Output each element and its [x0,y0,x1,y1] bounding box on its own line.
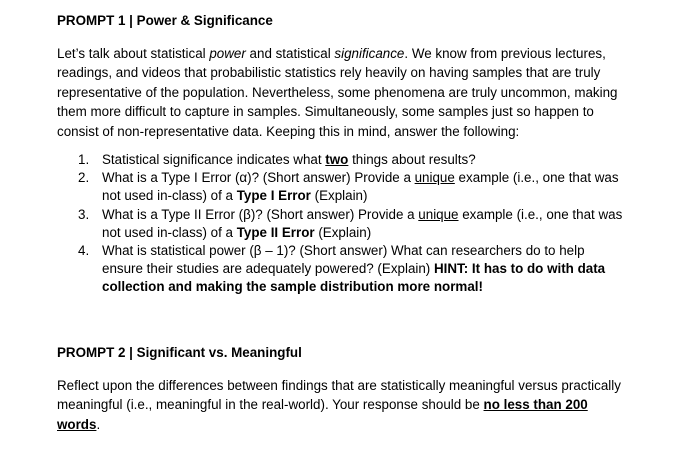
emphasis-words: words [57,416,97,432]
prompt-2-body [57,376,657,434]
question-text: not used in-class) of a [102,188,237,204]
body-text: meaningful (i.e., meaningful in the real-world). Your response should be [57,397,484,413]
question-text: ensure their studies are adequately powered? (Explain) [102,261,434,277]
intro-text: Let’s talk about statistical [57,46,210,61]
intro-line-3: representative of the population. Nevertheless, some phenomena are truly uncommon, making [57,84,618,100]
question-text: things about results? [348,152,476,167]
question-1-line-1 [102,151,658,169]
intro-line-2: readings, and videos that probabilistic statistics rely heavily on having samples that are truly [57,65,601,81]
body-text: . [96,416,101,432]
prompt-2-line-2 [57,395,657,414]
intro-emphasis-power: power [209,46,246,61]
emphasis-type-2-error: Type II Error [236,224,315,240]
question-4-line-3: collection and making the sample distribution more normal! [102,279,483,295]
question-text: What is a Type I Error (α)? (Short answer) Provide a [102,170,415,186]
question-text: not used in-class) of a [102,224,237,240]
question-3-line-2 [102,224,658,242]
intro-line-1 [57,44,657,63]
question-4-line-2 [102,260,658,278]
question-list [78,151,658,297]
question-item-1 [78,151,658,169]
prompt-2-line-3 [57,415,657,434]
question-item-2 [78,169,658,205]
question-2-line-1 [102,169,658,187]
question-text: example (i.e., one that was [458,206,623,222]
question-number: 2. [78,170,90,186]
prompt-1-heading: PROMPT 1 | Power & Significance [57,13,273,28]
question-item-3 [78,206,658,242]
intro-emphasis-significance: significance [334,46,405,61]
question-number: 1. [78,152,90,167]
question-3-line-1 [102,206,658,224]
question-text: (Explain) [310,188,368,204]
question-4-line-1: What is statistical power (β – 1)? (Short answer) What can researchers do to help [102,243,585,259]
question-text: example (i.e., one that was [454,170,619,186]
question-item-4 [78,242,658,297]
intro-line-4: them more difficult to capture in samples. Simultaneously, some samples just so happen to [57,104,594,120]
question-text: Statistical significance indicates what [102,152,326,167]
emphasis-unique: unique [414,170,455,186]
emphasis-type-1-error: Type I Error [236,188,311,204]
emphasis-unique: unique [418,206,459,222]
emphasis-word-count: no less than 200 [483,397,588,413]
intro-line-5: consist of non-representative data. Keeping this in mind, answer the following: [57,123,520,139]
prompt-2-line-1: Reflect upon the differences between findings that are statistically meaningful versus practically [57,378,621,393]
prompt-1-intro [57,44,657,141]
intro-text: . We know from previous lectures, [404,46,606,61]
question-text: What is a Type II Error (β)? (Short answer) Provide a [102,206,419,222]
emphasis-two: two [325,152,349,167]
question-number: 3. [78,206,90,222]
intro-text: and statistical [245,46,335,61]
question-number: 4. [78,243,90,259]
prompt-2-heading: PROMPT 2 | Significant vs. Meaningful [57,345,302,360]
question-text: (Explain) [314,224,372,240]
question-2-line-2 [102,187,658,205]
hint-text: HINT: It has to do with data [434,261,606,277]
